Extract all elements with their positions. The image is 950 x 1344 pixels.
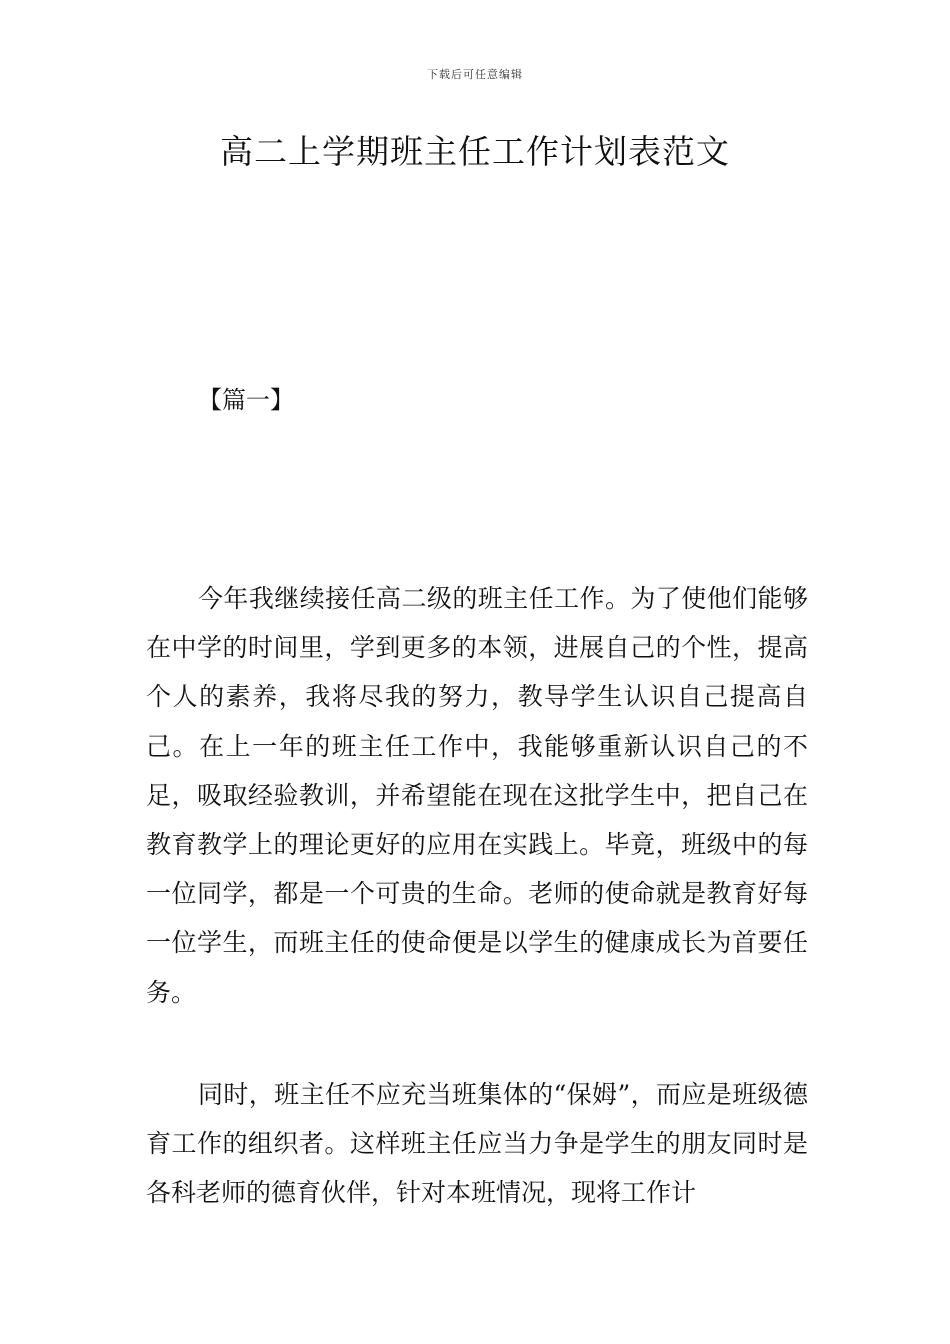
document-title: 高二上学期班主任工作计划表范文 [220,132,730,171]
header-note: 下载后可任意编辑 [427,68,523,81]
section-label: 【篇一】 [198,386,294,414]
body-paragraph-1: 今年我继续接任高二级的班主任工作。为了使他们能够在中学的时间里，学到更多的本领，进展自己的个性，提高个人的素养，我将尽我的努力，教导学生认识自己提高自己。在上一年的班主任工作中，我能够重新认识自己的不足，吸取经验教训，并希望能在现在这批学生中，把自己在教育教学上的理论更好的应用在实践上。毕竟，班级中的每一位同学，都是一个可贵的生命。老师的使命就是教育好每一位学生，而班主任的使命便是以学生的健康成长为首要任务。 [146,584,808,1007]
body-paragraph-2: 同时，班主任不应充当班集体的“保姆”，而应是班级德育工作的组织者。这样班主任应当力争是学生的朋友同时是各科老师的德育伙伴，针对本班情况，现将工作计 [146,1080,808,1208]
